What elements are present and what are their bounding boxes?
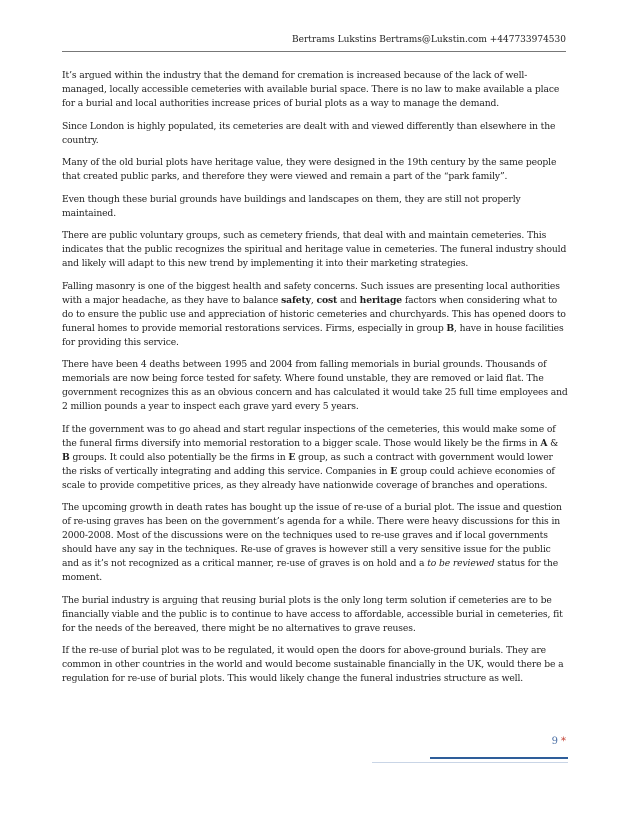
paragraph-industry-argument: The burial industry is arguing that reusing burial plots is the only long term solution if cemeteries are to be financially viable and the public is to continue to have access to affordable, accessible burial in cemeteries, fit for the needs of the bereaved, there might be no alternatives to grave reuses.	[62, 594, 563, 634]
text-run: The upcoming growth in death rates has bought up the issue of re-use of a burial plot. The issue and question of re-using graves has been on the government’s agenda for a while. There were heavy discussions for this in 2000-2008. Most of the discussions were on the techniques used to re-use graves and if local governments should have any say in the techniques. Re-use of graves is however still a very sensitive issue for the public and as it’s not recognized as a critical manner, re-use of graves is on hold and a	[62, 502, 562, 569]
header-divider	[62, 51, 566, 52]
text-run: &	[547, 437, 559, 449]
paragraph-above-ground-burials: If the re-use of burial plot was to be regulated, it would open the doors for above-ground burials. They are common in other countries in the world and would become sustainable financially in the UK, would there be a regulation for re-use of burial plots. This would likely change the funeral industries structure as well.	[62, 645, 564, 684]
footer-divider	[372, 762, 568, 763]
footer-accent-rule	[430, 757, 568, 759]
text-run: ,	[310, 294, 317, 306]
bold-term-cost: cost	[316, 294, 338, 306]
paragraph-london-cemeteries: Since London is highly populated, its cemeteries are dealt with and viewed differently than elsewhere in the country.	[62, 120, 556, 146]
paragraph-maintenance: Even though these burial grounds have buildings and landscapes on them, they are still not properly maintained.	[62, 193, 521, 219]
text-run: If the government was to go ahead and start regular inspections of the cemeteries, this would make some of the funeral firms diversify into memorial restoration to a bigger scale. Those would likely be the firms in	[62, 423, 556, 449]
paragraph-memorial-deaths: There have been 4 deaths between 1995 and 2004 from falling memorials in burial grounds. Thousands of memorials are now being force tested for safety. Where found unstable, they are removed or laid flat. The government recognizes this as an obvious concern and has calculated it would take 25 full time employees and 2 million pounds a year to inspect each grave yard every 5 years.	[62, 359, 568, 412]
paragraph-government-inspections	[62, 423, 568, 493]
bold-group-b: B	[62, 451, 70, 463]
paragraph-grave-reuse	[62, 501, 568, 585]
paragraph-heritage-value: Many of the old burial plots have heritage value, they were designed in the 19th century by the same people that created public parks, and therefore they were viewed and remain a part of the “park family”.	[62, 157, 557, 182]
page-number: 9	[551, 736, 558, 747]
bold-term-safety: safety	[281, 294, 311, 306]
star-icon: *	[561, 736, 566, 747]
text-run: and	[337, 294, 360, 306]
paragraph-cremation-demand: It’s argued within the industry that the demand for cremation is increased because of the lack of well-managed, locally accessible cemeteries with available burial space. There is no law to make available a place for a burial and local authorities increase prices of burial plots as a way to manage the demand.	[62, 70, 560, 109]
bold-group-e: E	[288, 451, 296, 463]
paragraph-voluntary-groups: There are public voluntary groups, such as cemetery friends, that deal with and maintain cemeteries. This indicates that the public recognizes the spiritual and heritage value in cemeteries. The funeral industry should and likely will adapt to this new trend by implementing it into their marketing strategies.	[62, 230, 567, 269]
page-footer	[62, 736, 566, 747]
italic-status: to be reviewed	[427, 558, 495, 569]
text-run: factors when considering what to do to ensure the public use and appreciation of historic cemeteries and churchyards. This has opened doors to funeral homes to provide memorial restorations services. Firms, especially in group	[62, 294, 566, 334]
page-header: Bertrams Lukstins Bertrams@Lukstin.com +447733974530	[292, 35, 566, 45]
text-run: Falling masonry is one of the biggest health and safety concerns. Such issues are presenting local authorities with a major headache, as they have to balance	[62, 280, 560, 306]
text-run: group could achieve economies of scale to provide competitive prices, as they already have nationwide coverage of branches and operations.	[62, 465, 555, 491]
text-run: group, as such a contract with government would lower the risks of vertically integrating and adding this service. Companies in	[62, 451, 553, 477]
text-run: groups. It could also potentially be the firms in	[69, 451, 289, 463]
bold-group-a: A	[540, 437, 548, 449]
text-run: status for the moment.	[62, 558, 559, 583]
paragraph-falling-masonry	[62, 280, 568, 350]
document-body	[62, 69, 568, 695]
bold-group-b: B	[446, 322, 455, 334]
text-run: , have in house facilities for providing this service.	[62, 322, 564, 348]
bold-group-e: E	[390, 465, 398, 477]
bold-term-heritage: heritage	[359, 294, 403, 306]
